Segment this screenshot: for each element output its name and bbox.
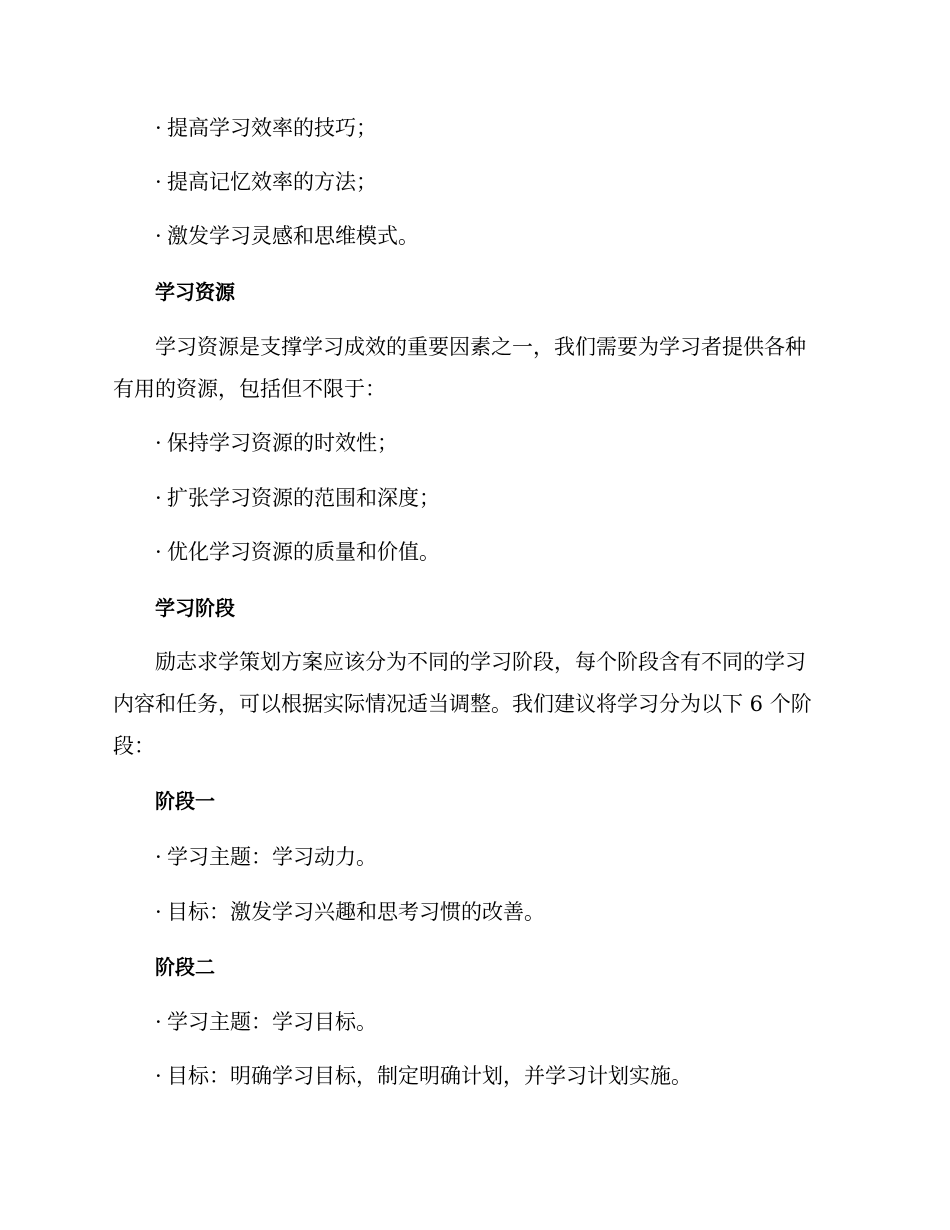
paragraph-line: 内容和任务，可以根据实际情况适当调整。我们建议将学习分为以下 6 个阶: [113, 692, 812, 716]
paragraph-stages: [113, 641, 833, 767]
bullet-dot: ·: [155, 1064, 162, 1088]
bullet-item: [155, 531, 835, 573]
bullet-text: 目标：激发学习兴趣和思考习惯的改善。: [167, 900, 545, 924]
bullet-text: 提高学习效率的技巧；: [167, 116, 377, 140]
bullet-dot: ·: [155, 1010, 162, 1034]
paragraph-resources: [113, 326, 833, 410]
stage-two-heading: 阶段二: [155, 955, 215, 979]
bullet-item: [155, 1001, 835, 1043]
bullet-text: 保持学习资源的时效性；: [167, 431, 398, 455]
bullet-dot: ·: [155, 224, 162, 248]
paragraph-line: 励志求学策划方案应该分为不同的学习阶段，每个阶段含有不同的学习: [155, 650, 806, 674]
bullet-text: 优化学习资源的质量和价值。: [167, 540, 440, 564]
bullet-item: [155, 1055, 835, 1097]
bullet-dot: ·: [155, 900, 162, 924]
bullet-dot: ·: [155, 116, 162, 140]
stage-one-heading: 阶段一: [155, 789, 215, 813]
bullet-dot: ·: [155, 431, 162, 455]
bullet-item: [155, 836, 835, 878]
paragraph-line: 段：: [113, 734, 155, 758]
bullet-dot: ·: [155, 540, 162, 564]
bullet-item: [155, 161, 835, 203]
bullet-dot: ·: [155, 170, 162, 194]
bullet-text: 扩张学习资源的范围和深度；: [167, 486, 440, 510]
paragraph-line: 学习资源是支撑学习成效的重要因素之一，我们需要为学习者提供各种: [155, 335, 806, 359]
bullet-item: [155, 422, 835, 464]
bullet-text: 学习主题：学习目标。: [167, 1010, 377, 1034]
bullet-text: 目标：明确学习目标，制定明确计划，并学习计划实施。: [167, 1064, 692, 1088]
bullet-item: [155, 477, 835, 519]
paragraph-line: 有用的资源，包括但不限于：: [113, 377, 386, 401]
bullet-text: 提高记忆效率的方法；: [167, 170, 377, 194]
section-heading-stages: 学习阶段: [155, 596, 235, 620]
bullet-text: 激发学习灵感和思维模式。: [167, 224, 419, 248]
bullet-item: [155, 891, 835, 933]
bullet-item: [155, 215, 835, 257]
bullet-item: [155, 107, 835, 149]
section-heading-resources: 学习资源: [155, 280, 235, 304]
bullet-text: 学习主题：学习动力。: [167, 845, 377, 869]
bullet-dot: ·: [155, 845, 162, 869]
bullet-dot: ·: [155, 486, 162, 510]
